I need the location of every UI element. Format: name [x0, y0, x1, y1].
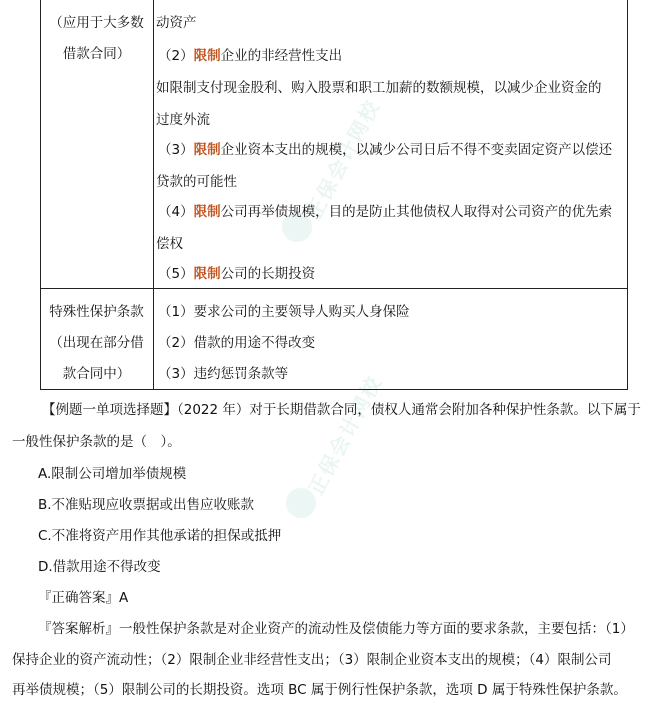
special-clause-item: （2）借款的用途不得改变	[158, 335, 316, 351]
clause-number: （5）	[158, 266, 194, 282]
special-clause-item: （1）要求公司的主要领导人购买人身保险	[158, 304, 410, 320]
row1-category-label: （应用于大多数	[49, 15, 144, 31]
table-row-divider	[40, 288, 628, 289]
protection-clauses-table	[40, 0, 628, 390]
clause-continuation: 偿权	[156, 236, 183, 252]
clause-keyword: 限制	[193, 204, 221, 220]
watermark-text: 正保会计网校	[303, 371, 387, 500]
option-a: A.限制公司增加举债规模	[38, 466, 187, 482]
answer-analysis-line: 再举债规模；（5）限制公司的长期投资。选项 BC 属于例行性保护条款，选项 D 属于特殊性保护条款。	[12, 682, 627, 698]
clause-item-5	[158, 262, 315, 282]
table-border-right	[627, 0, 628, 390]
option-d: D.借款用途不得改变	[38, 559, 161, 575]
clause-text: 公司的长期投资	[220, 266, 316, 282]
clause-text: 公司再举债规模，目的是防止其他债权人取得对公司资产的优先索	[220, 204, 613, 220]
row1-category-label: 借款合同）	[62, 46, 131, 62]
clause-keyword: 限制	[193, 266, 221, 282]
clause-detail-line: 如限制支付现金股利、购入股票和职工加薪的数额规模，以减少企业资金的	[156, 80, 602, 96]
row1-content-line: 动资产	[156, 15, 197, 31]
answer-analysis-line: 保持企业的资产流动性；（2）限制企业非经营性支出；（3）限制企业资本支出的规模；（4）限制公司	[12, 652, 612, 668]
option-b: B.不准贴现应收票据或出售应收账款	[38, 497, 255, 513]
clause-keyword: 限制	[193, 48, 221, 64]
clause-keyword: 限制	[193, 142, 221, 158]
clause-item-4	[158, 200, 612, 220]
row2-category-label: 特殊性保护条款	[49, 304, 144, 320]
question-stem: 【例题一单项选择题】（2022 年）对于长期借款合同，债权人通常会附加各种保护性条款。以下属于	[42, 402, 641, 418]
special-clause-item: （3）违约惩罚条款等	[158, 366, 289, 382]
answer-analysis-line: 『答案解析』一般性保护条款是对企业资产的流动性及偿债能力等方面的要求条款，主要包括：（1）	[38, 621, 634, 637]
clause-text: 企业资本支出的规模，以减少公司日后不得不变卖固定资产以偿还	[220, 142, 613, 158]
clause-number: （3）	[158, 142, 194, 158]
clause-number: （4）	[158, 204, 194, 220]
clause-continuation: 贷款的可能性	[156, 174, 237, 190]
table-border-bottom	[40, 389, 628, 390]
question-stem: 一般性保护条款的是（ ）。	[12, 434, 181, 450]
option-c: C.不准将资产用作其他承诺的担保或抵押	[38, 528, 282, 544]
table-column-divider	[153, 0, 154, 390]
row2-category-label: 款合同中）	[62, 366, 131, 382]
clause-text: 企业的非经营性支出	[220, 48, 343, 64]
clause-number: （2）	[158, 48, 194, 64]
row2-category-label: （出现在部分借	[49, 335, 144, 351]
clause-detail-line: 过度外流	[156, 112, 210, 128]
clause-item-3	[158, 138, 612, 158]
watermark-text: 正保会计网校	[301, 95, 385, 224]
correct-answer: 『正确答案』A	[38, 590, 129, 606]
clause-item-2	[158, 44, 342, 64]
